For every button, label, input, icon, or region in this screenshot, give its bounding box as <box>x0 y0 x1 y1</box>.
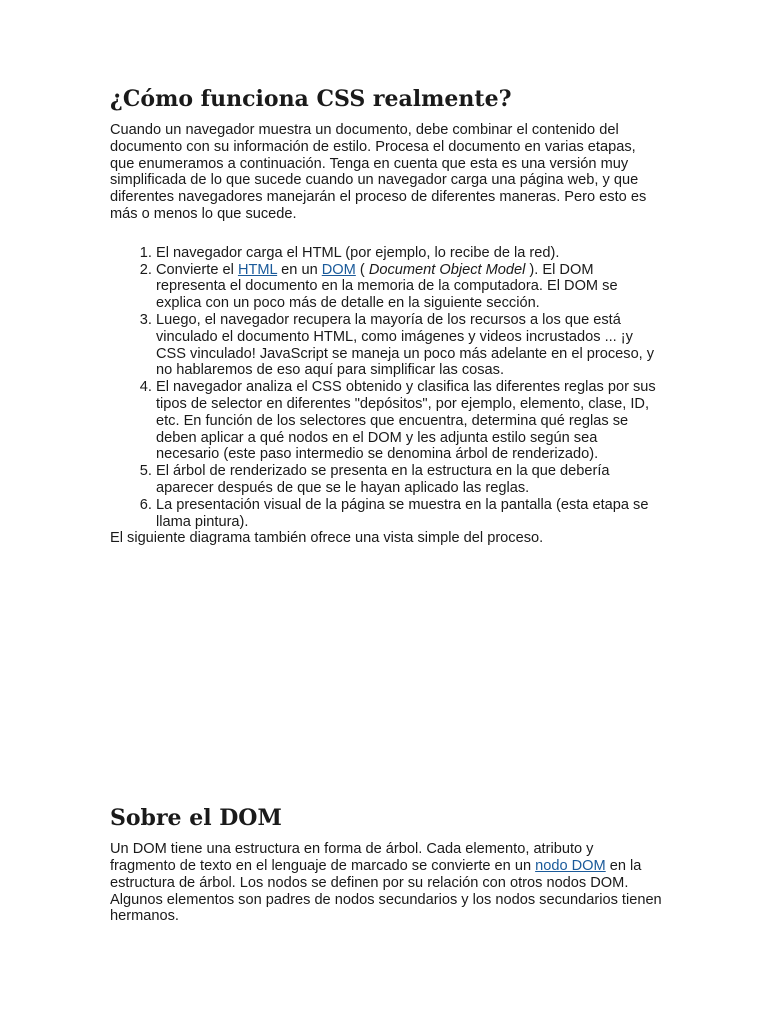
html-link[interactable]: HTML <box>237 261 278 278</box>
step-2-text-c: ( <box>355 261 369 278</box>
intro-paragraph: Cuando un navegador muestra un documento, debe combinar el contenido del documento con su información de estilo. Procesa el documento en varias etapas, que enumeramos a continuación. Tenga en cuenta que esta es una versión muy simplificada de lo que sucede cuando un navegador carga una página web, y que diferentes navegadores manejarán el proceso de diferentes maneras. Pero esto es más o menos lo que sucede. <box>110 122 647 222</box>
diagram-intro-text: El siguiente diagrama también ofrece una vista simple del proceso. <box>110 530 544 547</box>
section-heading-css: ¿Cómo funciona CSS realmente? <box>110 86 512 112</box>
nodo-dom-link[interactable]: nodo DOM <box>535 857 606 874</box>
step-2-text-a: Convierte el <box>156 261 238 278</box>
document-page <box>110 84 662 925</box>
step-3: 3. Luego, el navegador recupera la mayoría de los recursos a los que está vinculado el documento HTML, como imágenes y videos incrustados ... ¡y CSS vinculado! JavaScript se maneja un poco más adelante en el proceso, y no hablaremos de eso aquí para simplificar las cosas. <box>156 312 662 379</box>
section-heading-dom: Sobre el DOM <box>110 805 282 832</box>
step-1: 1. El navegador carga el HTML (por ejemplo, lo recibe de la red). <box>156 245 662 262</box>
step-4: 4. El navegador analiza el CSS obtenido y clasifica las diferentes reglas por sus tipos de selector en diferentes "depósitos", por ejemplo, elemento, clase, ID, etc. En función de los selectores que encuentra, determina qué reglas se deben aplicar a qué nodos en el DOM y les adjunta estilo según sea necesario (este paso intermedio se denomina árbol de renderizado). <box>156 379 662 463</box>
process-steps-list <box>110 245 662 531</box>
step-5: 5. El árbol de renderizado se presenta en la estructura en la que debería aparecer después de que se le hayan aplicado las reglas. <box>156 463 662 497</box>
dom-paragraph-text-a: Un DOM tiene una estructura en forma de árbol. Cada elemento, atributo y fragmento de texto en el lenguaje de marcado se convierte en un <box>110 841 594 874</box>
step-2-emphasis: Document Object Model <box>368 261 526 278</box>
diagram-placeholder <box>110 547 662 803</box>
step-2 <box>156 262 662 312</box>
step-2-text-d: ). El DOM representa el documento en la memoria de la computadora. El DOM se explica con un poco más de detalle en la siguiente sección. <box>156 261 618 312</box>
step-2-text-b: en un <box>277 261 322 278</box>
step-6: 6. La presentación visual de la página se muestra en la pantalla (esta etapa se llama pintura). <box>156 497 662 531</box>
dom-paragraph-text-b: en la estructura de árbol. Los nodos se definen por su relación con otros nodos DOM. Algunos elementos son padres de nodos secundarios y los nodos secundarios tienen hermanos. <box>110 857 662 925</box>
dom-link[interactable]: DOM <box>321 261 356 278</box>
dom-paragraph <box>110 841 662 925</box>
